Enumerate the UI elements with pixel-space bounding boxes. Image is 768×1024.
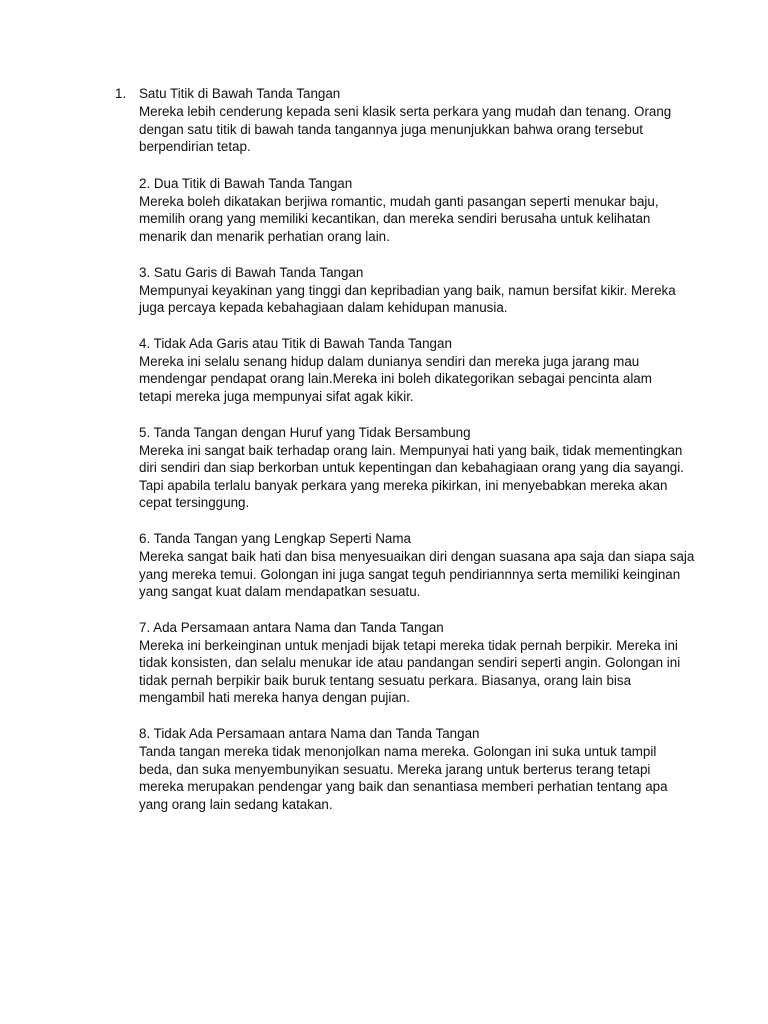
paragraph-line: Mereka ini sangat baik terhadap orang lain. Mempunyai hati yang baik, tidak mementingkan bbox=[139, 442, 683, 458]
paragraph-line: menarik dan menarik perhatian orang lain. bbox=[139, 228, 390, 244]
paragraph-line: Mempunyai keyakinan yang tinggi dan kepribadian yang baik, namun bersifat kikir. Mereka bbox=[139, 282, 676, 298]
paragraph-line: juga percaya kepada kebahagiaan dalam kehidupan manusia. bbox=[139, 300, 508, 316]
paragraph-line: yang orang lain sedang katakan. bbox=[139, 796, 333, 812]
section-6 bbox=[0, 530, 768, 601]
section-4 bbox=[0, 335, 768, 406]
paragraph-line: Mereka sangat baik hati dan bisa menyesuaikan diri dengan suasana apa saja dan siapa saja bbox=[139, 548, 695, 564]
paragraph-line: tidak konsisten, dan selalu menukar ide atau pandangan sendiri seperti angin. Golongan ini bbox=[139, 655, 681, 671]
section-7 bbox=[0, 619, 768, 707]
section-heading: 2. Dua Titik di Bawah Tanda Tangan bbox=[139, 175, 353, 191]
paragraph-line: diri sendiri dan siap berkorban untuk kepentingan dan kebahagiaan orang yang dia sayangi. bbox=[139, 460, 684, 476]
paragraph-line: Mereka ini selalu senang hidup dalam dunianya sendiri dan mereka juga jarang mau bbox=[139, 353, 640, 369]
paragraph-line: Tanda tangan mereka tidak menonjolkan nama mereka. Golongan ini suka untuk tampil bbox=[139, 744, 657, 760]
section-8 bbox=[0, 725, 768, 813]
paragraph-line: memilih orang yang memiliki kecantikan, dan mereka sendiri berusaha untuk kelihatan bbox=[139, 211, 651, 227]
paragraph-line: Mereka lebih cenderung kepada seni klasik serta perkara yang mudah dan tenang. Orang bbox=[139, 104, 672, 119]
paragraph-line: tidak pernah berpikir baik buruk tentang sesuatu perkara. Biasanya, orang lain bisa bbox=[139, 672, 632, 688]
paragraph-line: Tapi apabila terlalu banyak perkara yang mereka pikirkan, ini menyebabkan mereka akan bbox=[139, 477, 668, 493]
section-5 bbox=[0, 424, 768, 512]
section-2 bbox=[0, 175, 768, 246]
paragraph-line: Mereka boleh dikatakan berjiwa romantic, mudah ganti pasangan seperti menukar baju, bbox=[139, 193, 659, 209]
paragraph-line: mengambil hati mereka hanya dengan pujian. bbox=[139, 690, 410, 706]
paragraph-line: yang mereka temui. Golongan ini juga sangat teguh pendiriannnya serta memiliki keinginan bbox=[139, 566, 681, 582]
paragraph-line: dengan satu titik di bawah tanda tangannya juga menunjukkan bahwa orang tersebut bbox=[139, 121, 643, 137]
paragraph-line: mendengar pendapat orang lain.Mereka ini boleh dikategorikan sebagai pencinta alam bbox=[139, 371, 652, 387]
section-heading: Satu Titik di Bawah Tanda Tangan bbox=[139, 86, 341, 101]
section-heading: 6. Tanda Tangan yang Lengkap Seperti Nama bbox=[139, 530, 411, 546]
section-heading: 5. Tanda Tangan dengan Huruf yang Tidak Bersambung bbox=[139, 424, 471, 440]
section-heading: 4. Tidak Ada Garis atau Titik di Bawah Tanda Tangan bbox=[139, 335, 452, 351]
document-body bbox=[0, 85, 768, 831]
paragraph-line: Mereka ini berkeinginan untuk menjadi bijak tetapi mereka tidak pernah berpikir. Mereka ini bbox=[139, 637, 678, 653]
section-heading: 7. Ada Persamaan antara Nama dan Tanda Tangan bbox=[139, 619, 444, 635]
list-marker: 1. bbox=[115, 86, 127, 101]
paragraph-line: mereka merupakan pendengar yang baik dan senantiasa memberi perhatian tentang apa bbox=[139, 779, 668, 795]
paragraph-line: beda, dan suka menyembunyikan sesuatu. Mereka jarang untuk berterus terang tetapi bbox=[139, 761, 651, 777]
section-heading: 8. Tidak Ada Persamaan antara Nama dan Tanda Tangan bbox=[139, 726, 480, 742]
paragraph-line: yang sangat kuat dalam mendapatkan sesuatu. bbox=[139, 584, 421, 600]
paragraph-line: cepat tersinggung. bbox=[139, 495, 250, 511]
paragraph-line: berpendirian tetap. bbox=[139, 139, 251, 155]
section-1 bbox=[0, 85, 768, 156]
section-heading: 3. Satu Garis di Bawah Tanda Tangan bbox=[139, 264, 364, 280]
section-3 bbox=[0, 264, 768, 317]
paragraph-line: tetapi mereka juga mempunyai sifat agak kikir. bbox=[139, 388, 414, 404]
